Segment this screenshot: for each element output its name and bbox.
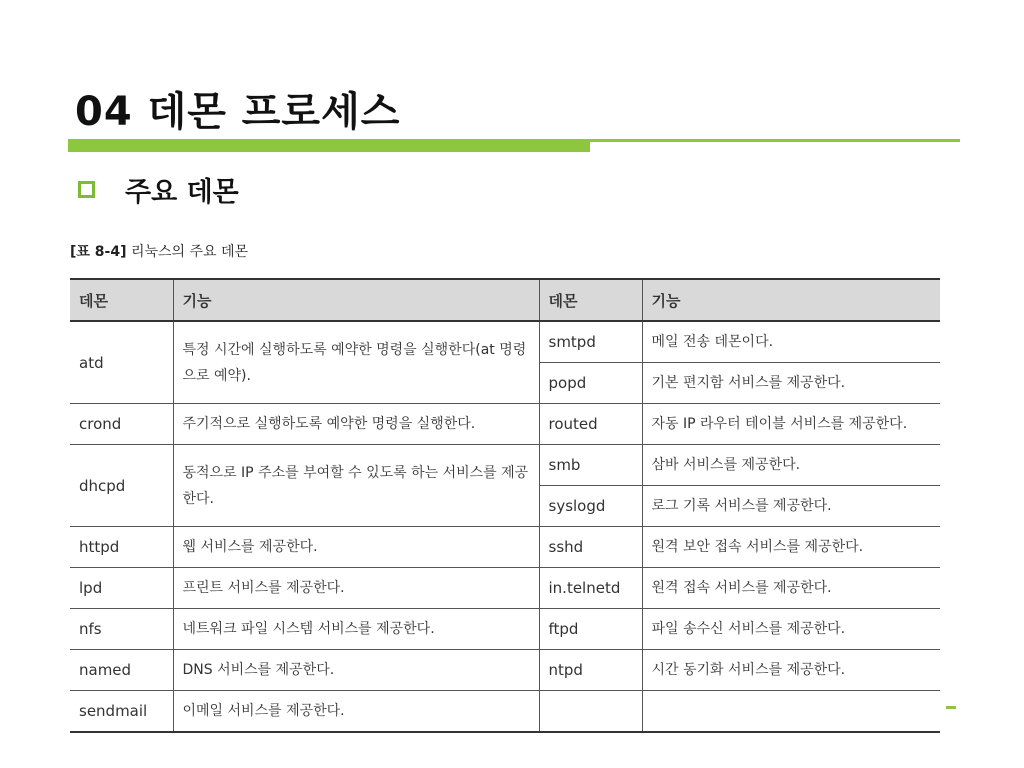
table-row xyxy=(70,321,940,363)
daemon-description: 원격 접속 서비스를 제공한다. xyxy=(642,568,940,609)
slide-title: 04 데몬 프로세스 xyxy=(75,89,401,135)
daemon-name: smtpd xyxy=(539,321,642,363)
daemon-description: 파일 송수신 서비스를 제공한다. xyxy=(642,609,940,650)
daemon-description: 이메일 서비스를 제공한다. xyxy=(173,691,539,733)
daemon-name: httpd xyxy=(70,527,173,568)
daemon-description: 프린트 서비스를 제공한다. xyxy=(173,568,539,609)
daemon-name: routed xyxy=(539,404,642,445)
daemon-name: atd xyxy=(70,321,173,404)
table-row xyxy=(70,404,940,445)
slide-edge-marker xyxy=(946,706,956,709)
title-rule-thick xyxy=(68,142,590,152)
square-bullet-icon xyxy=(78,181,95,198)
daemon-description: 삼바 서비스를 제공한다. xyxy=(642,445,940,486)
table-header-row xyxy=(70,279,940,321)
daemon-description: 특정 시간에 실행하도록 예약한 명령을 실행한다(at 명령으로 예약). xyxy=(173,321,539,404)
daemon-name: crond xyxy=(70,404,173,445)
daemon-description: 시간 동기화 서비스를 제공한다. xyxy=(642,650,940,691)
daemon-description: 네트워크 파일 시스템 서비스를 제공한다. xyxy=(173,609,539,650)
table-caption-text: 리눅스의 주요 데몬 xyxy=(126,244,249,260)
daemon-name: popd xyxy=(539,363,642,404)
daemon-name: nfs xyxy=(70,609,173,650)
daemon-description: 원격 보안 접속 서비스를 제공한다. xyxy=(642,527,940,568)
daemon-description: 메일 전송 데몬이다. xyxy=(642,321,940,363)
empty-cell xyxy=(539,691,642,733)
daemon-description: 자동 IP 라우터 테이블 서비스를 제공한다. xyxy=(642,404,940,445)
section-heading xyxy=(78,170,239,209)
table-row xyxy=(70,527,940,568)
daemon-name: syslogd xyxy=(539,486,642,527)
header-function-right: 기능 xyxy=(642,279,940,321)
header-function-left: 기능 xyxy=(173,279,539,321)
table-caption-label: [표 8-4] xyxy=(70,244,127,260)
daemon-description: 기본 편지함 서비스를 제공한다. xyxy=(642,363,940,404)
daemon-description: 로그 기록 서비스를 제공한다. xyxy=(642,486,940,527)
daemon-description: 동적으로 IP 주소를 부여할 수 있도록 하는 서비스를 제공한다. xyxy=(173,445,539,527)
daemon-description: 웹 서비스를 제공한다. xyxy=(173,527,539,568)
daemon-name: ftpd xyxy=(539,609,642,650)
table-row xyxy=(70,691,940,733)
daemon-name: lpd xyxy=(70,568,173,609)
table-row xyxy=(70,445,940,486)
empty-cell xyxy=(642,691,940,733)
daemon-name: in.telnetd xyxy=(539,568,642,609)
daemon-name: smb xyxy=(539,445,642,486)
table-row xyxy=(70,650,940,691)
daemon-name: dhcpd xyxy=(70,445,173,527)
table-caption xyxy=(70,241,248,261)
daemon-description: DNS 서비스를 제공한다. xyxy=(173,650,539,691)
table-row xyxy=(70,568,940,609)
daemon-name: sshd xyxy=(539,527,642,568)
daemon-name: ntpd xyxy=(539,650,642,691)
table-row xyxy=(70,609,940,650)
daemon-table xyxy=(70,278,940,733)
daemon-description: 주기적으로 실행하도록 예약한 명령을 실행한다. xyxy=(173,404,539,445)
section-heading-text: 주요 데몬 xyxy=(125,177,239,208)
daemon-name: named xyxy=(70,650,173,691)
header-daemon-left: 데몬 xyxy=(70,279,173,321)
header-daemon-right: 데몬 xyxy=(539,279,642,321)
daemon-name: sendmail xyxy=(70,691,173,733)
